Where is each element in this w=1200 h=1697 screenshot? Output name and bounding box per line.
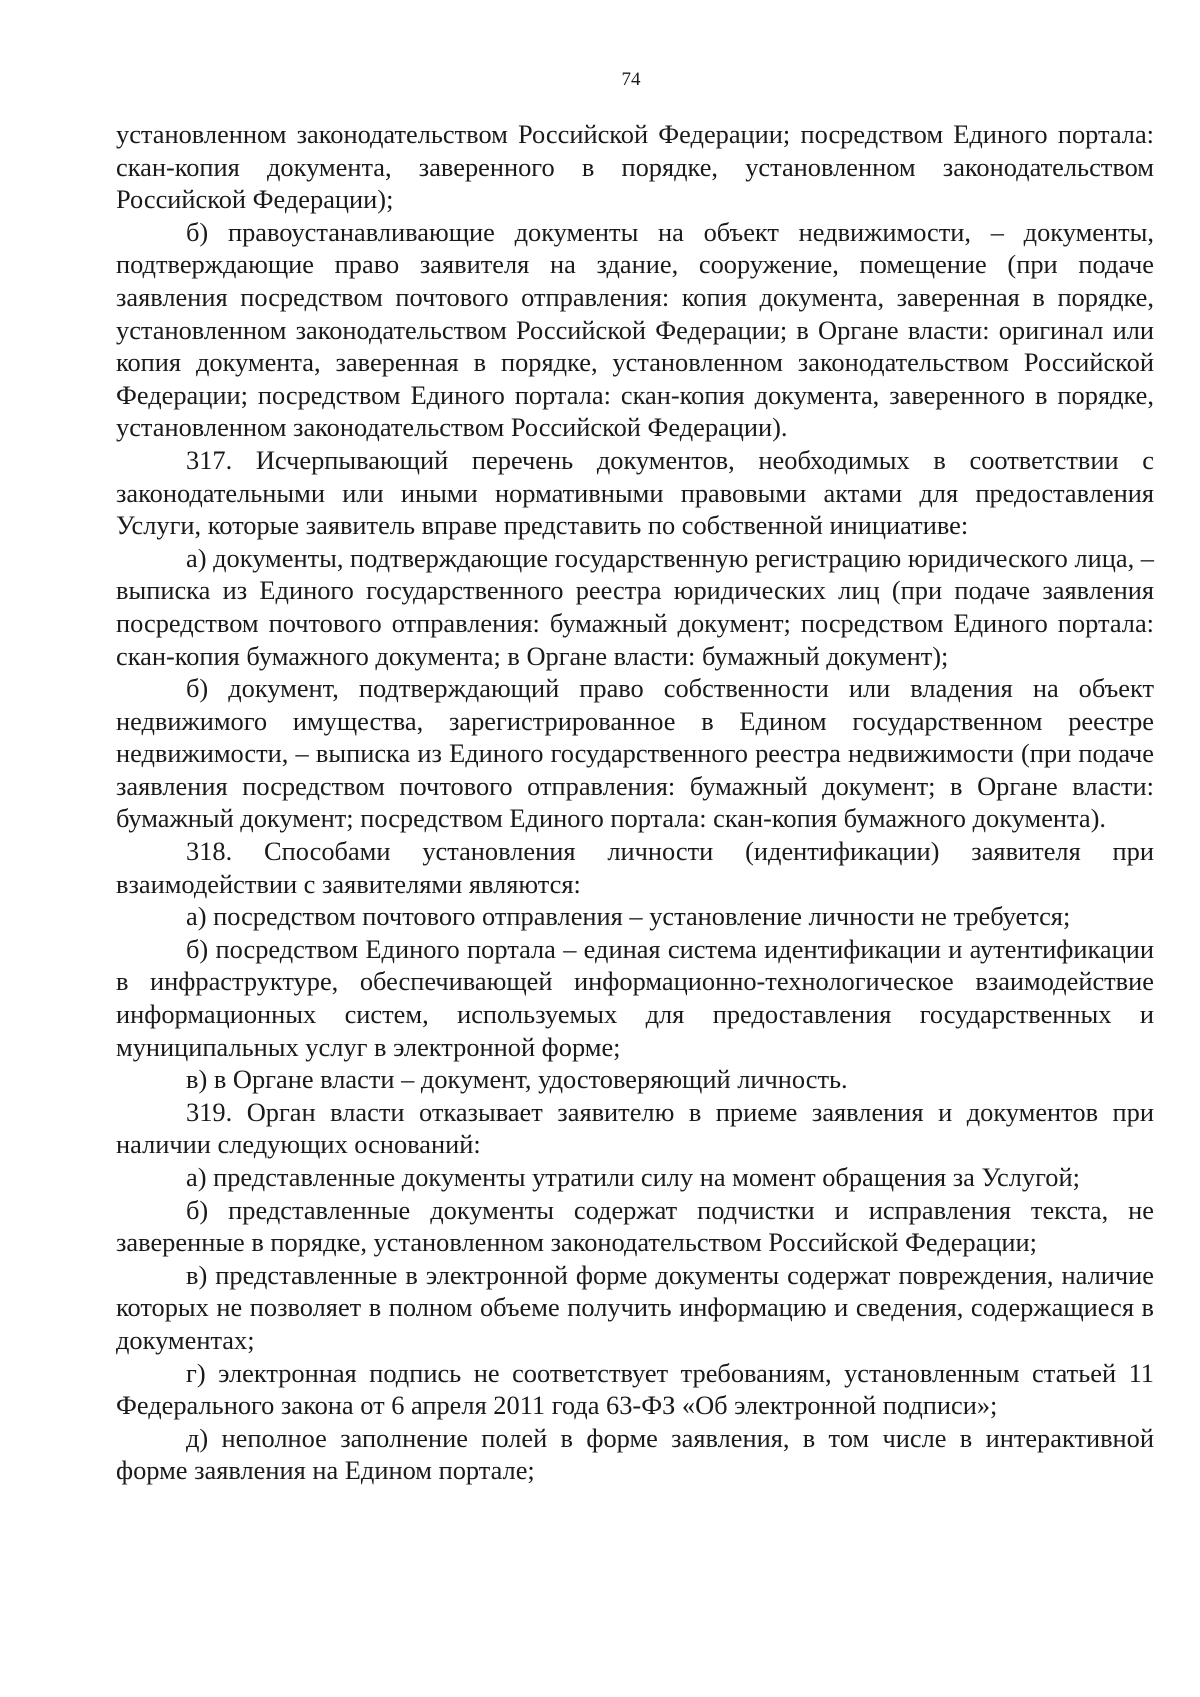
paragraph: б) посредством Единого портала – единая система идентификации и аутентификации в инфраструктуре, обеспечивающей информационно-технологическое взаимодействие информационных систем, используемых для предоставления государственных и муниципальных услуг в электронной форме; xyxy=(116,933,1154,1062)
paragraph: а) представленные документы утратили силу на момент обращения за Услугой; xyxy=(186,1162,1080,1192)
document-body xyxy=(116,118,1154,1487)
paragraph-item-317: 317. Исчерпывающий перечень документов, необходимых в соответствии с законодательными или иными нормативными правовыми актами для предоставления Услуги, которые заявитель вправе представить по собственной инициативе: xyxy=(116,444,1154,541)
paragraph: г) электронная подпись не соответствует требованиям, установленным статьей 11 Федерального закона от 6 апреля 2011 года 63-ФЗ «Об электронной подписи»; xyxy=(116,1357,1154,1421)
paragraph: б) представленные документы содержат подчистки и исправления текста, не заверенные в порядке, установленном законодательством Российской Федерации; xyxy=(116,1194,1154,1258)
paragraph: а) документы, подтверждающие государственную регистрацию юридического лица, – выписка из Единого государственного реестра юридических лиц (при подаче заявления посредством почтового отправления: бумажный документ; посредством Единого портала: скан-копия бумажного документа; в Органе власти: бумажный документ); xyxy=(116,542,1154,671)
paragraph: б) правоустанавливающие документы на объект недвижимости, – документы, подтверждающие право заявителя на здание, сооружение, помещение (при подаче заявления посредством почтового отправления: копия документа, заверенная в порядке, установленном законодательством Российской Федерации; в Органе власти: оригинал или копия документа, заверенная в порядке, установленном законодательством Российской Федерации; посредством Единого портала: скан-копия документа, заверенного в порядке, установленном законодательством Российской Федерации). xyxy=(116,216,1154,443)
paragraph: д) неполное заполнение полей в форме заявления, в том числе в интерактивной форме заявления на Едином портале; xyxy=(116,1422,1154,1486)
paragraph: а) посредством почтового отправления – установление личности не требуется; xyxy=(186,901,1071,932)
paragraph: в) в Органе власти – документ, удостоверяющий личность. xyxy=(186,1064,848,1095)
paragraph-item-318: 318. Способами установления личности (идентификации) заявителя при взаимодействии с заявителями являются: xyxy=(116,836,1154,899)
page-number: 74 xyxy=(621,69,641,90)
paragraph: б) документ, подтверждающий право собственности или владения на объект недвижимого имущества, зарегистрированное в Едином государственном реестре недвижимости, – выписка из Единого государственного реестра недвижимости (при подаче заявления посредством почтового отправления: бумажный документ; в Органе власти: бумажный документ; посредством Единого портала: скан-копия бумажного документа). xyxy=(116,673,1154,834)
paragraph: установленном законодательством Российской Федерации; посредством Единого портала: скан-копия документа, заверенного в порядке, установленном законодательством Российской Федерации); xyxy=(116,119,1154,215)
paragraph-item-319: 319. Орган власти отказывает заявителю в приеме заявления и документов при наличии следующих оснований: xyxy=(116,1096,1154,1160)
paragraph: в) представленные в электронной форме документы содержат повреждения, наличие которых не позволяет в полном объеме получить информацию и сведения, содержащиеся в документах; xyxy=(116,1259,1154,1355)
